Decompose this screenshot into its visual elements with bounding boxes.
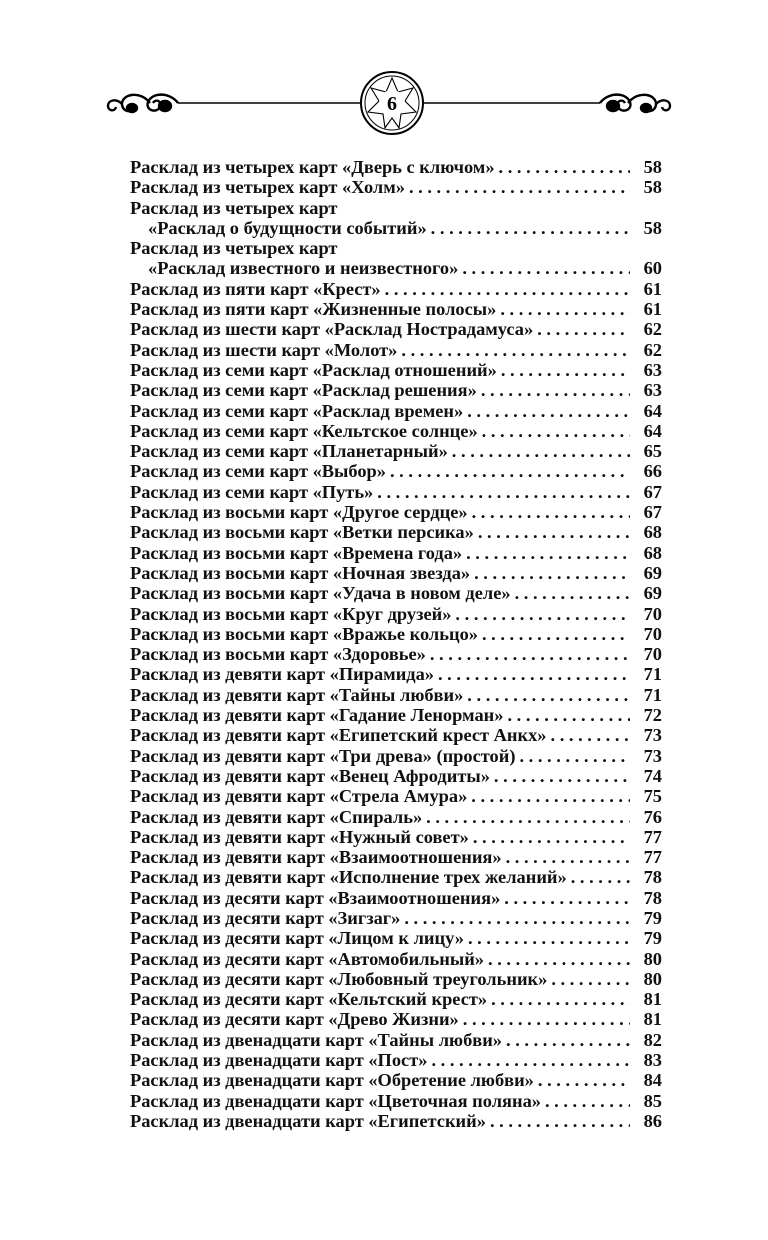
table-of-contents: [130, 157, 662, 1131]
toc-entry: [130, 949, 662, 969]
toc-entry-page: 63: [643, 359, 662, 380]
toc-leader-dots: [503, 705, 630, 725]
toc-entry: [130, 644, 662, 664]
toc-entry: [130, 198, 662, 218]
toc-leader-dots: [495, 157, 630, 177]
toc-entry: [130, 847, 662, 867]
toc-entry-title: Расклад из семи карт «Расклад времен»: [130, 400, 464, 421]
toc-entry: [130, 1070, 662, 1090]
toc-entry: [130, 928, 662, 948]
page-header-ornament: [0, 62, 768, 152]
toc-entry-page: 76: [643, 806, 662, 827]
toc-leader-dots: [502, 847, 630, 867]
toc-leader-dots: [458, 258, 630, 278]
toc-leader-dots: [397, 340, 630, 360]
toc-entry: [130, 421, 662, 441]
toc-leader-dots: [451, 604, 630, 624]
toc-leader-dots: [426, 644, 630, 664]
toc-entry: [130, 258, 662, 278]
toc-entry: [130, 1009, 662, 1029]
toc-entry-page: 73: [643, 745, 662, 766]
toc-leader-dots: [463, 685, 630, 705]
toc-entry-page: 75: [643, 786, 662, 807]
toc-entry: [130, 441, 662, 461]
toc-entry-page: 83: [643, 1050, 662, 1071]
toc-leader-dots: [533, 319, 630, 339]
toc-entry-title: Расклад из шести карт «Молот»: [130, 339, 398, 360]
toc-entry: [130, 502, 662, 522]
toc-entry-page: 85: [643, 1090, 662, 1111]
toc-entry: [130, 807, 662, 827]
toc-leader-dots: [534, 1070, 630, 1090]
toc-entry-title: Расклад из десяти карт «Зигзаг»: [130, 907, 401, 928]
toc-leader-dots: [462, 543, 630, 563]
toc-entry-page: 81: [643, 989, 662, 1010]
toc-entry-title: Расклад из девяти карт «Три древа» (простой): [130, 745, 516, 766]
toc-entry-title: Расклад из двенадцати карт «Цветочная поляна»: [130, 1090, 541, 1111]
right-flourish-icon: [600, 95, 670, 112]
toc-entry-page: 67: [643, 481, 662, 502]
toc-entry-title: «Расклад известного и неизвестного»: [148, 258, 459, 279]
toc-entry-page: 79: [643, 928, 662, 949]
toc-leader-dots: [427, 218, 630, 238]
toc-entry-page: 69: [643, 583, 662, 604]
toc-entry-title: Расклад из девяти карт «Нужный совет»: [130, 826, 469, 847]
toc-entry-title: Расклад из семи карт «Расклад отношений»: [130, 359, 497, 380]
toc-entry: [130, 664, 662, 684]
toc-leader-dots: [541, 1091, 630, 1111]
toc-entry-page: 86: [643, 1110, 662, 1131]
toc-entry-title: Расклад из пяти карт «Крест»: [130, 278, 381, 299]
toc-leader-dots: [405, 177, 630, 197]
toc-entry-title: Расклад из девяти карт «Взаимоотношения»: [130, 847, 502, 868]
toc-leader-dots: [463, 401, 630, 421]
toc-entry-page: 77: [643, 847, 662, 868]
toc-entry-title: Расклад из четырех карт: [130, 238, 338, 259]
toc-entry: [130, 401, 662, 421]
toc-entry-title: Расклад из девяти карт «Исполнение трех желаний»: [130, 867, 567, 888]
toc-entry-title: Расклад из девяти карт «Тайны любви»: [130, 684, 464, 705]
page-number: 6: [387, 93, 397, 115]
header-ornament-graphic: [0, 62, 768, 152]
toc-entry: [130, 786, 662, 806]
toc-entry: [130, 827, 662, 847]
toc-entry-page: 79: [643, 907, 662, 928]
toc-entry-page: 68: [643, 522, 662, 543]
toc-entry-page: 58: [643, 217, 662, 238]
toc-leader-dots: [434, 664, 630, 684]
toc-entry-page: 71: [643, 684, 662, 705]
toc-entry-page: 84: [643, 1070, 662, 1091]
toc-leader-dots: [469, 827, 630, 847]
toc-entry: [130, 1030, 662, 1050]
toc-entry: [130, 867, 662, 887]
toc-entry-page: 61: [643, 299, 662, 320]
toc-leader-dots: [502, 1030, 630, 1050]
toc-entry-page: 63: [643, 380, 662, 401]
toc-leader-dots: [459, 1009, 630, 1029]
toc-entry-page: 71: [643, 664, 662, 685]
toc-entry-page: 64: [643, 400, 662, 421]
toc-entry-page: 61: [643, 278, 662, 299]
toc-entry: [130, 888, 662, 908]
toc-leader-dots: [490, 766, 630, 786]
toc-leader-dots: [547, 969, 630, 989]
toc-entry: [130, 218, 662, 238]
toc-entry: [130, 299, 662, 319]
toc-entry-page: 80: [643, 948, 662, 969]
toc-leader-dots: [567, 867, 630, 887]
toc-entry-page: 66: [643, 461, 662, 482]
toc-leader-dots: [511, 583, 630, 603]
toc-leader-dots: [547, 725, 631, 745]
toc-entry-title: Расклад из четырех карт «Холм»: [130, 177, 405, 198]
toc-entry: [130, 705, 662, 725]
toc-entry: [130, 563, 662, 583]
toc-entry-title: «Расклад о будущности событий»: [148, 217, 427, 238]
toc-entry-title: Расклад из девяти карт «Египетский крест Анкх»: [130, 725, 547, 746]
toc-entry-title: Расклад из девяти карт «Спираль»: [130, 806, 423, 827]
toc-entry-title: Расклад из семи карт «Планетарный»: [130, 441, 448, 462]
toc-leader-dots: [487, 989, 630, 1009]
toc-entry-page: 58: [643, 157, 662, 177]
toc-entry: [130, 746, 662, 766]
toc-leader-dots: [467, 786, 630, 806]
toc-entry-title: Расклад из восьми карт «Ветки персика»: [130, 522, 474, 543]
toc-entry: [130, 380, 662, 400]
toc-entry-page: 70: [643, 603, 662, 624]
toc-entry-page: 62: [643, 339, 662, 360]
toc-entry: [130, 1091, 662, 1111]
toc-entry: [130, 461, 662, 481]
toc-entry: [130, 685, 662, 705]
toc-entry-page: 68: [643, 542, 662, 563]
toc-leader-dots: [386, 461, 630, 481]
toc-entry: [130, 238, 662, 258]
toc-entry-page: 74: [643, 765, 662, 786]
toc-entry-title: Расклад из девяти карт «Стрела Амура»: [130, 786, 468, 807]
toc-entry: [130, 1050, 662, 1070]
toc-entry-title: Расклад из девяти карт «Пирамида»: [130, 664, 434, 685]
toc-leader-dots: [474, 522, 630, 542]
toc-entry-page: 72: [643, 705, 662, 726]
toc-entry: [130, 543, 662, 563]
toc-entry-title: Расклад из четырех карт: [130, 197, 338, 218]
toc-entry-title: Расклад из двенадцати карт «Обретение любви»: [130, 1070, 534, 1091]
toc-entry: [130, 908, 662, 928]
toc-entry-title: Расклад из восьми карт «Круг друзей»: [130, 603, 452, 624]
toc-entry: [130, 969, 662, 989]
toc-entry: [130, 1111, 662, 1131]
toc-leader-dots: [500, 888, 630, 908]
toc-entry-page: 82: [643, 1029, 662, 1050]
toc-entry-page: 69: [643, 562, 662, 583]
toc-entry-title: Расклад из шести карт «Расклад Нострадамуса»: [130, 319, 534, 340]
toc-entry-title: Расклад из двенадцати карт «Тайны любви»: [130, 1029, 502, 1050]
toc-entry-title: Расклад из пяти карт «Жизненные полосы»: [130, 299, 497, 320]
toc-entry-page: 73: [643, 725, 662, 746]
toc-entry-title: Расклад из десяти карт «Взаимоотношения»: [130, 887, 501, 908]
toc-leader-dots: [478, 624, 630, 644]
toc-entry: [130, 583, 662, 603]
toc-entry-title: Расклад из семи карт «Кельтское солнце»: [130, 420, 478, 441]
toc-entry-title: Расклад из двенадцати карт «Пост»: [130, 1050, 428, 1071]
toc-entry: [130, 279, 662, 299]
toc-entry-page: 80: [643, 968, 662, 989]
toc-entry-title: Расклад из четырех карт «Дверь с ключом»: [130, 157, 495, 177]
toc-entry-page: 70: [643, 623, 662, 644]
toc-entry-page: 81: [643, 1009, 662, 1030]
toc-leader-dots: [470, 563, 630, 583]
toc-entry-page: 78: [643, 867, 662, 888]
toc-entry-title: Расклад из восьми карт «Ночная звезда»: [130, 562, 471, 583]
toc-entry: [130, 340, 662, 360]
toc-entry-title: Расклад из семи карт «Выбор»: [130, 461, 386, 482]
toc-leader-dots: [497, 360, 630, 380]
toc-entry: [130, 725, 662, 745]
toc-entry-title: Расклад из десяти карт «Любовный треугольник»: [130, 968, 548, 989]
toc-leader-dots: [427, 1050, 630, 1070]
toc-entry: [130, 989, 662, 1009]
toc-leader-dots: [464, 928, 630, 948]
toc-leader-dots: [515, 746, 630, 766]
toc-entry: [130, 522, 662, 542]
toc-entry-title: Расклад из десяти карт «Лицом к лицу»: [130, 928, 464, 949]
toc-entry-page: 77: [643, 826, 662, 847]
toc-leader-dots: [400, 908, 630, 928]
toc-entry: [130, 360, 662, 380]
toc-leader-dots: [486, 1111, 630, 1131]
toc-entry: [130, 319, 662, 339]
toc-entry-title: Расклад из восьми карт «Вражье кольцо»: [130, 623, 478, 644]
toc-entry-page: 58: [643, 177, 662, 198]
toc-entry-title: Расклад из восьми карт «Удача в новом деле»: [130, 583, 511, 604]
toc-entry: [130, 157, 662, 177]
toc-entry-title: Расклад из девяти карт «Венец Афродиты»: [130, 765, 490, 786]
toc-entry-title: Расклад из девяти карт «Гадание Ленорман»: [130, 705, 504, 726]
toc-leader-dots: [477, 380, 630, 400]
toc-leader-dots: [484, 949, 630, 969]
toc-leader-dots: [468, 502, 630, 522]
toc-entry-title: Расклад из десяти карт «Автомобильный»: [130, 948, 484, 969]
toc-entry-page: 64: [643, 420, 662, 441]
toc-leader-dots: [448, 441, 630, 461]
toc-entry-title: Расклад из десяти карт «Древо Жизни»: [130, 1009, 459, 1030]
toc-entry-page: 67: [643, 502, 662, 523]
toc-entry-page: 78: [643, 887, 662, 908]
left-flourish-icon: [108, 95, 178, 112]
toc-entry-title: Расклад из десяти карт «Кельтский крест»: [130, 989, 488, 1010]
toc-leader-dots: [373, 482, 630, 502]
page-number-medallion: [361, 72, 423, 134]
toc-entry: [130, 177, 662, 197]
toc-entry-page: 62: [643, 319, 662, 340]
toc-entry-page: 70: [643, 644, 662, 665]
toc-leader-dots: [478, 421, 630, 441]
toc-entry-page: 60: [643, 258, 662, 279]
toc-entry-title: Расклад из восьми карт «Другое сердце»: [130, 502, 468, 523]
toc-entry: [130, 624, 662, 644]
toc-leader-dots: [422, 807, 630, 827]
toc-entry-title: Расклад из семи карт «Расклад решения»: [130, 380, 477, 401]
toc-entry: [130, 766, 662, 786]
toc-leader-dots: [496, 299, 630, 319]
toc-entry-page: 65: [643, 441, 662, 462]
toc-entry-title: Расклад из восьми карт «Времена года»: [130, 542, 463, 563]
toc-entry: [130, 604, 662, 624]
toc-entry: [130, 482, 662, 502]
toc-leader-dots: [381, 279, 630, 299]
toc-entry-title: Расклад из семи карт «Путь»: [130, 481, 374, 502]
toc-entry-title: Расклад из восьми карт «Здоровье»: [130, 644, 426, 665]
toc-entry-title: Расклад из двенадцати карт «Египетский»: [130, 1110, 486, 1131]
